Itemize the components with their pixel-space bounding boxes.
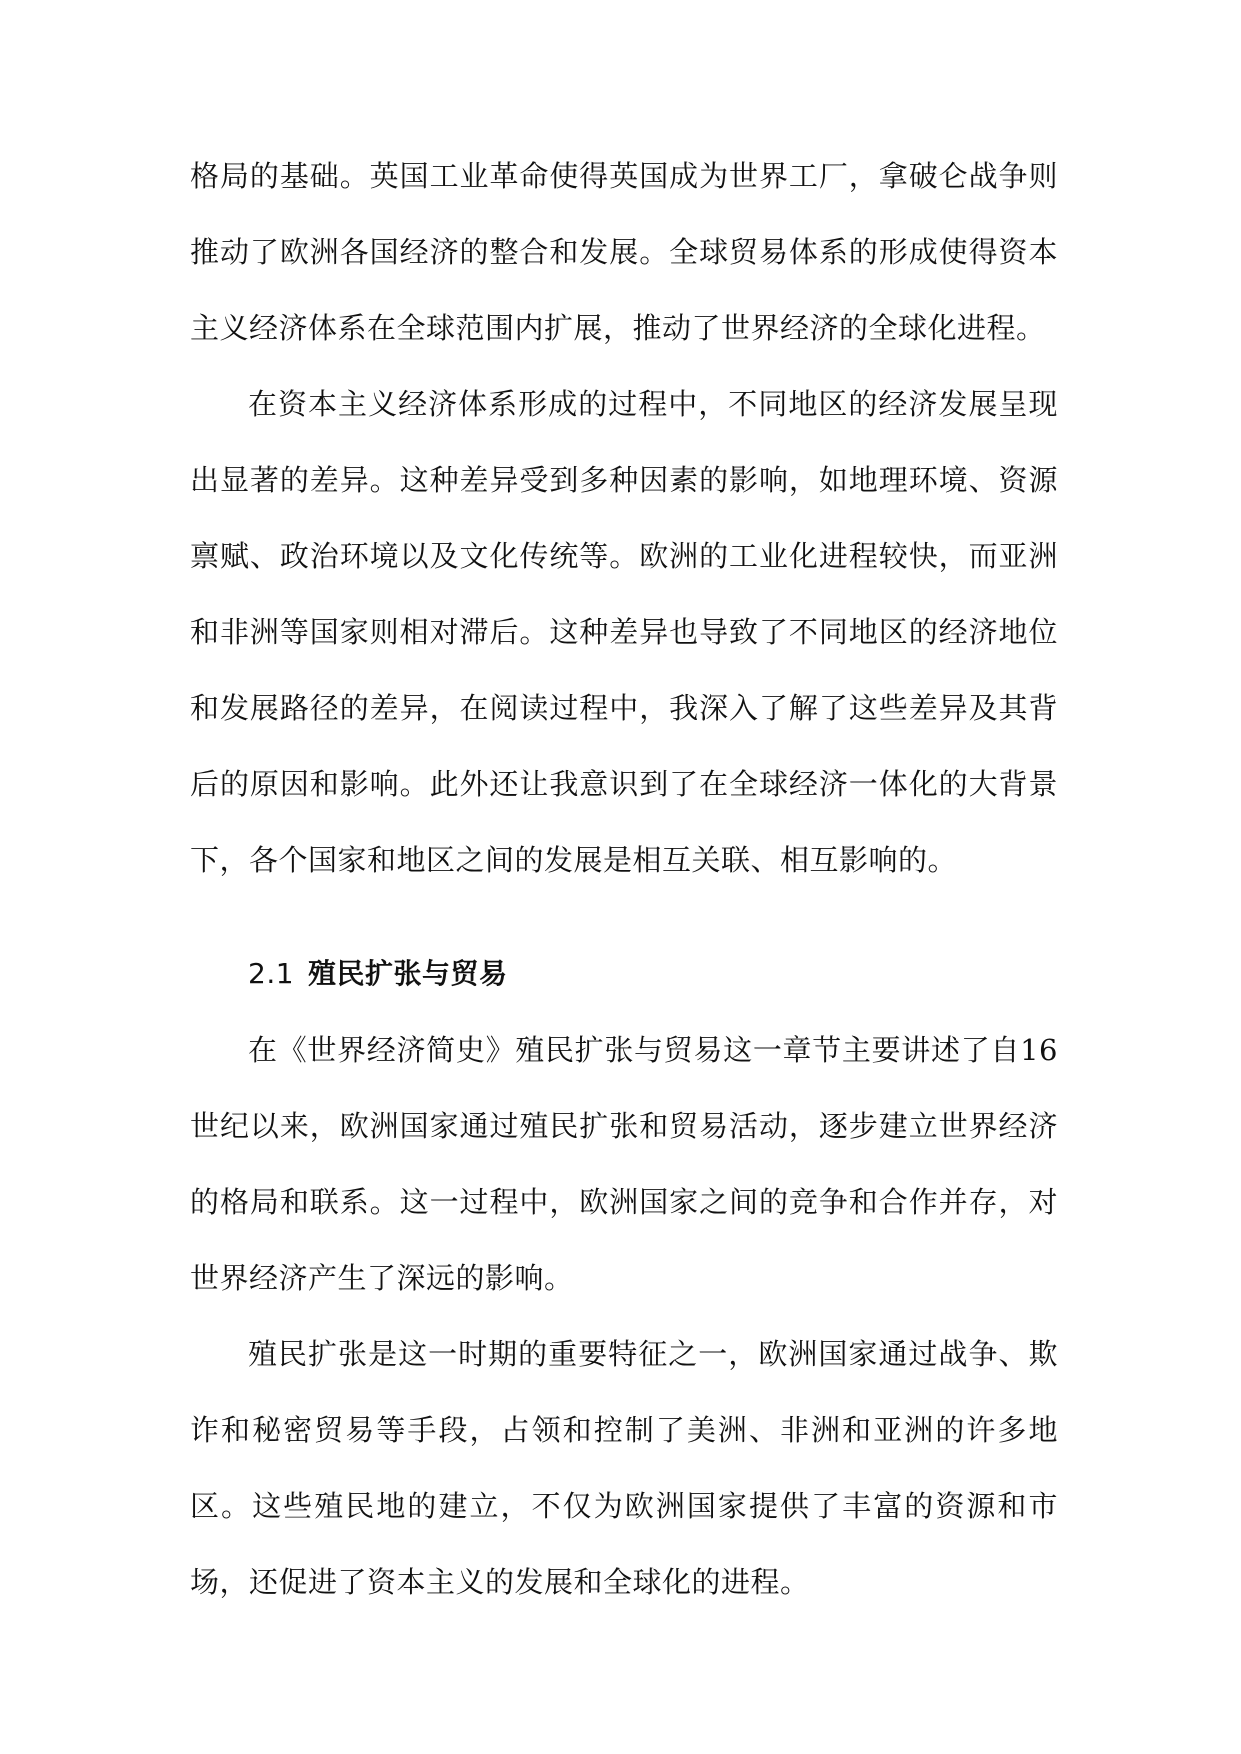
section-title: 殖民扩张与贸易 — [308, 957, 508, 990]
paragraph-continued: 格局的基础。英国工业革命使得英国成为世界工厂，拿破仑战争则推动了欧洲各国经济的整合和发展。全球贸易体系的形成使得资本主义经济体系在全球范围内扩展，推动了世界经济的全球化进程。 — [190, 159, 1058, 345]
document-page — [190, 138, 1058, 1620]
paragraph-colonial-intro: 在《世界经济简史》殖民扩张与贸易这一章节主要讲述了自16世纪以来，欧洲国家通过殖民扩张和贸易活动，逐步建立世界经济的格局和联系。这一过程中，欧洲国家之间的竞争和合作并存，对世界经济产生了深远的影响。 — [190, 1033, 1058, 1295]
paragraph-colonial-expansion: 殖民扩张是这一时期的重要特征之一，欧洲国家通过战争、欺诈和秘密贸易等手段，占领和控制了美洲、非洲和亚洲的许多地区。这些殖民地的建立，不仅为欧洲国家提供了丰富的资源和市场，还促进了资本主义的发展和全球化的进程。 — [190, 1337, 1058, 1599]
paragraph-regional-differences: 在资本主义经济体系形成的过程中，不同地区的经济发展呈现出显著的差异。这种差异受到多种因素的影响，如地理环境、资源禀赋、政治环境以及文化传统等。欧洲的工业化进程较快，而亚洲和非洲等国家则相对滞后。这种差异也导致了不同地区的经济地位和发展路径的差异，在阅读过程中，我深入了解了这些差异及其背后的原因和影响。此外还让我意识到了在全球经济一体化的大背景下，各个国家和地区之间的发展是相互关联、相互影响的。 — [190, 387, 1058, 877]
section-number: 2.1 — [248, 957, 295, 990]
section-heading — [190, 936, 1058, 1012]
